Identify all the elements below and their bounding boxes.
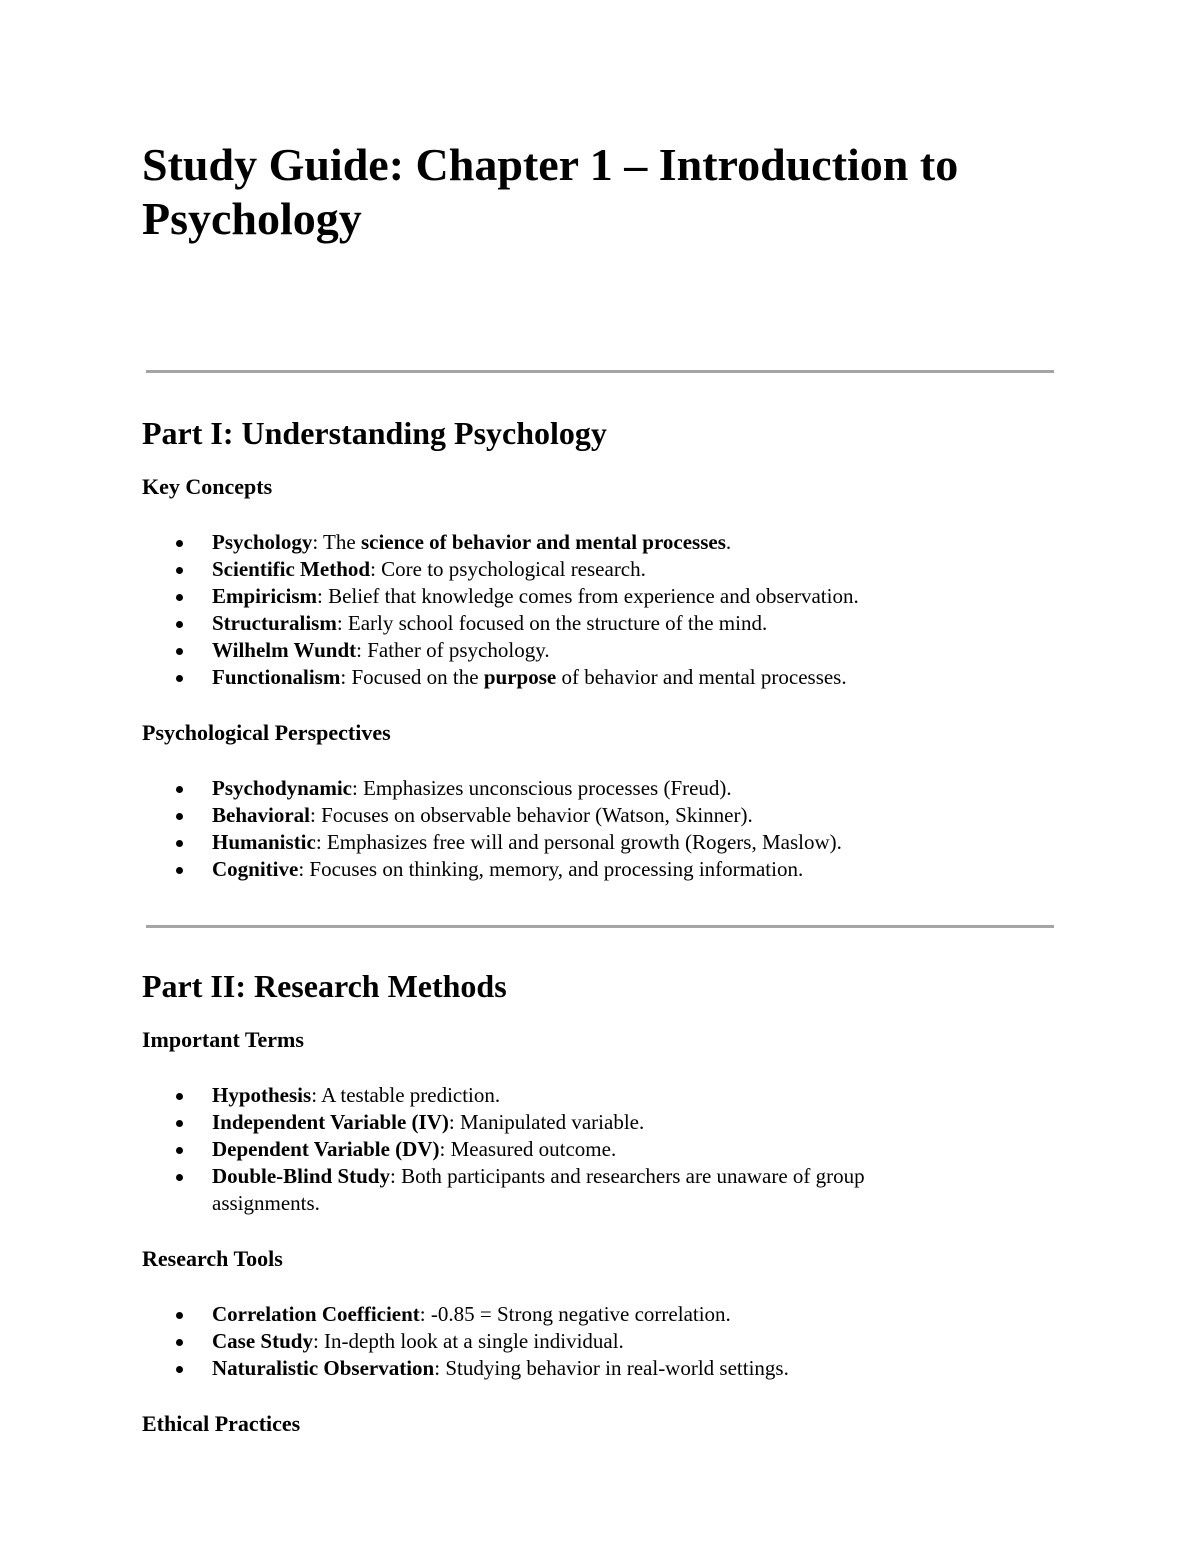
- term: Psychodynamic: [212, 776, 353, 800]
- term: Double-Blind Study: [212, 1164, 390, 1188]
- term: Functionalism: [212, 665, 341, 689]
- list-item: [142, 802, 1057, 829]
- term: Naturalistic Observation: [212, 1356, 435, 1380]
- term: Psychology: [212, 530, 313, 554]
- list-item: [142, 775, 1057, 802]
- definition: : Measured outcome.: [439, 1137, 617, 1161]
- definition: : Both participants and researchers are unaware of group assignments.: [212, 1164, 865, 1215]
- bullet-icon: [176, 867, 183, 874]
- definition: : Early school focused on the structure of the mind.: [336, 611, 768, 635]
- term: Cognitive: [212, 857, 299, 881]
- definition: : Core to psychological research.: [370, 557, 646, 581]
- list-item: [142, 583, 1057, 610]
- term: Independent Variable (IV): [212, 1110, 449, 1134]
- important-terms-heading: Important Terms: [142, 1027, 304, 1052]
- definition: : In-depth look at a single individual.: [312, 1329, 624, 1353]
- definition: : Father of psychology.: [356, 638, 550, 662]
- term: Hypothesis: [212, 1083, 312, 1107]
- definition-end: .: [725, 530, 732, 554]
- definition: : Focuses on thinking, memory, and processing information.: [298, 857, 804, 881]
- part-1-title: Part I: Understanding Psychology: [142, 415, 607, 451]
- bullet-icon: [176, 621, 183, 628]
- definition: : A testable prediction.: [311, 1083, 501, 1107]
- bullet-icon: [176, 567, 183, 574]
- term: Structuralism: [212, 611, 337, 635]
- bullet-icon: [176, 675, 183, 682]
- research-tools-list: [142, 1301, 1057, 1382]
- page-title: Study Guide: Chapter 1 – Introduction to Psychology: [142, 139, 959, 244]
- bullet-icon: [176, 1312, 183, 1319]
- list-item: [142, 1109, 1057, 1136]
- definition: : Studying behavior in real-world settings.: [434, 1356, 789, 1380]
- definition: : Emphasizes free will and personal growth (Rogers, Maslow).: [315, 830, 842, 854]
- bullet-icon: [176, 840, 183, 847]
- term: Dependent Variable (DV): [212, 1137, 440, 1161]
- list-item: [142, 856, 1057, 883]
- emphasis: science of behavior and mental processes: [360, 530, 726, 554]
- key-concepts-list: [142, 529, 1057, 691]
- definition: : Manipulated variable.: [448, 1110, 645, 1134]
- perspectives-list: [142, 775, 1057, 883]
- definition: : Emphasizes unconscious processes (Freud).: [352, 776, 732, 800]
- bullet-icon: [176, 594, 183, 601]
- bullet-icon: [176, 813, 183, 820]
- definition: : -0.85 = Strong negative correlation.: [419, 1302, 731, 1326]
- list-item: [142, 1082, 1057, 1109]
- part-2-title: Part II: Research Methods: [142, 968, 507, 1004]
- ethical-practices-heading: Ethical Practices: [142, 1411, 301, 1436]
- key-concepts-heading: Key Concepts: [142, 474, 273, 499]
- list-item: [142, 1355, 1057, 1382]
- bullet-icon: [176, 1093, 183, 1100]
- list-item: [142, 1301, 1057, 1328]
- bullet-icon: [176, 786, 183, 793]
- emphasis: purpose: [483, 665, 557, 689]
- term: Scientific Method: [212, 557, 371, 581]
- definition: : Focused on the: [340, 665, 484, 689]
- term: Case Study: [212, 1329, 313, 1353]
- list-item: [142, 829, 1057, 856]
- list-item: [142, 1136, 1057, 1163]
- list-item: [142, 637, 1057, 664]
- list-item: [142, 556, 1057, 583]
- important-terms-list: [142, 1082, 1057, 1217]
- definition-end: of behavior and mental processes.: [556, 665, 847, 689]
- bullet-icon: [176, 648, 183, 655]
- definition: : Belief that knowledge comes from experience and observation.: [317, 584, 859, 608]
- document-page: [142, 138, 1057, 1438]
- bullet-icon: [176, 1147, 183, 1154]
- term: Correlation Coefficient: [212, 1302, 420, 1326]
- term: Behavioral: [212, 803, 310, 827]
- research-tools-heading: Research Tools: [142, 1246, 283, 1271]
- list-item: [142, 1328, 1057, 1355]
- term: Wilhelm Wundt: [212, 638, 357, 662]
- definition: : The: [312, 530, 361, 554]
- definition: : Focuses on observable behavior (Watson, Skinner).: [310, 803, 753, 827]
- bullet-icon: [176, 1174, 183, 1181]
- term: Humanistic: [212, 830, 316, 854]
- list-item: [142, 610, 1057, 637]
- list-item: [142, 1163, 972, 1217]
- bullet-icon: [176, 1366, 183, 1373]
- list-item: [142, 664, 1057, 691]
- term: Empiricism: [212, 584, 317, 608]
- list-item: [142, 529, 1057, 556]
- perspectives-heading: Psychological Perspectives: [142, 720, 391, 745]
- bullet-icon: [176, 540, 183, 547]
- bullet-icon: [176, 1339, 183, 1346]
- bullet-icon: [176, 1120, 183, 1127]
